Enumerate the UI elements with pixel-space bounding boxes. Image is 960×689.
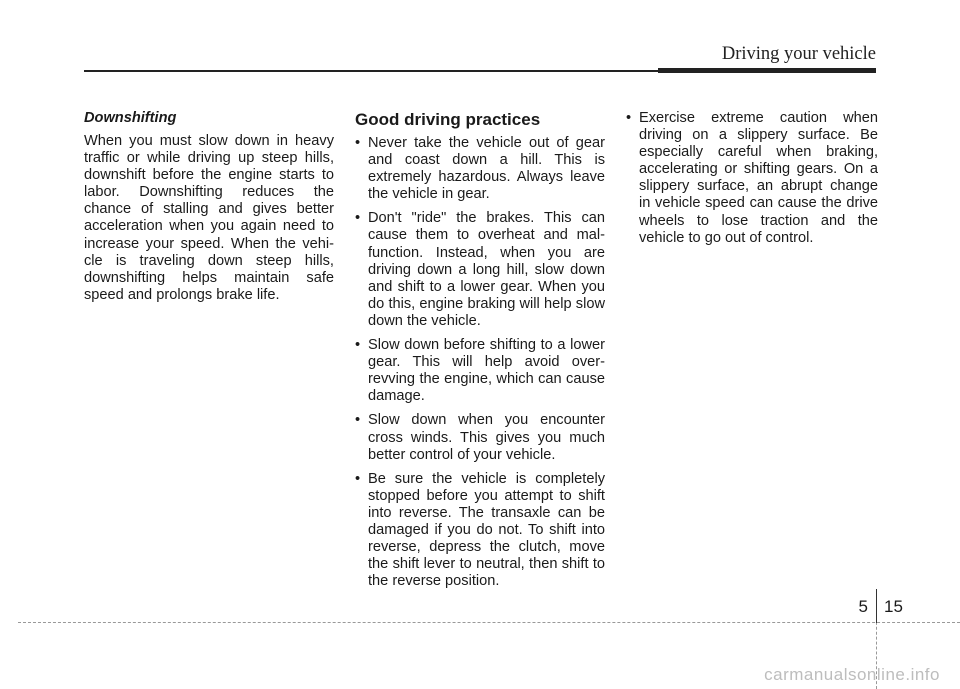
column-middle — [355, 110, 605, 597]
downshifting-paragraph: When you must slow down in heavy traffic or while driving up steep hills, downshift before the engine starts to labor. Downshifting reduces the chance of stalling and gives better acceleration when you again need to increase your speed. When the vehi-cle is traveling down steep hills, downshifting helps maintain safe speed and prolongs brake life. — [84, 133, 334, 303]
column-right — [626, 110, 878, 254]
page-number-divider — [876, 589, 877, 623]
column-left — [84, 110, 334, 304]
chapter-number: 5 — [858, 597, 868, 616]
watermark: carmanualsonline.info — [764, 665, 940, 684]
page-header-title: Driving your vehicle — [721, 44, 876, 64]
list-item: • Slow down before shifting to a lower gear. This will help avoid over-revving the engine, which can cause damage. — [355, 337, 605, 405]
footer-rule — [18, 622, 960, 623]
section-heading: Good driving practices — [355, 110, 541, 129]
page-number-value: 15 — [884, 597, 903, 616]
downshifting-subheading: Downshifting — [84, 110, 177, 126]
practices-list — [355, 135, 605, 590]
list-item: • Be sure the vehicle is completely stopped before you attempt to shift into reverse. The transaxle can be damaged if you do not. To shift into reverse, depress the clutch, move the shift lever to neutral, then shift to the reverse position. — [355, 471, 605, 591]
list-item: • Slow down when you encounter cross winds. This gives you much better control of your vehicle. — [355, 412, 605, 463]
list-item: • Don't "ride" the brakes. This can cause them to overheat and mal-function. Instead, when you are driving down a long hill, slow down and shift to a lower gear. When you do this, engine braking will help slow down the vehicle. — [355, 210, 605, 330]
list-item: • Exercise extreme caution when driving on a slippery surface. Be especially careful when braking, accelerating or shifting gears. On a slippery surface, an abrupt change in vehicle speed can cause the drive wheels to lose traction and the vehicle to go out of control. — [626, 110, 878, 247]
practices-list-continued — [626, 110, 878, 247]
list-item: • Never take the vehicle out of gear and coast down a hill. This is extremely hazardous. Always leave the vehicle in gear. — [355, 135, 605, 203]
header-rule-accent — [658, 68, 876, 73]
